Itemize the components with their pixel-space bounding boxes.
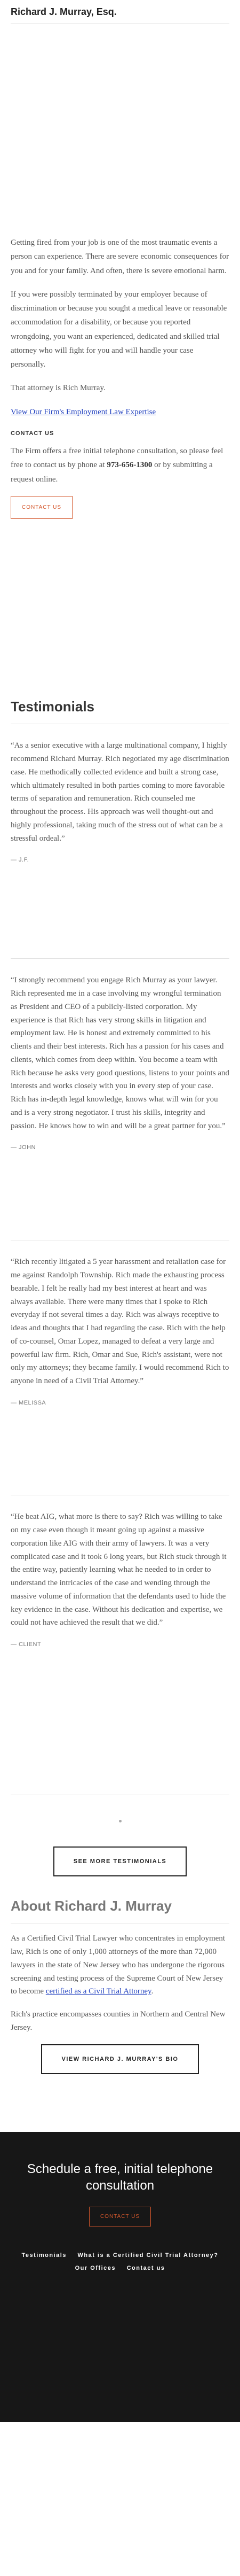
about-paragraph-1: As a Certified Civil Trial Lawyer who concentrates in employment law, Rich is one of only 1,000 attorneys of the more than 72,000 lawyers in the state of New Jersey who has undergone the rigorous screening and testing process of the Supreme Court of New Jersey to become certified as a Civil Trial Attorney. xyxy=(11,1934,225,1996)
testimonials-title: Testimonials xyxy=(11,699,95,715)
contact-kicker: CONTACT US xyxy=(11,430,54,437)
contact-us-button[interactable]: CONTACT US xyxy=(11,496,73,519)
footer-link-our-offices[interactable]: Our Offices xyxy=(75,2265,116,2272)
testimonial-item xyxy=(0,1240,240,1495)
footer-contact-us-button[interactable]: CONTACT US xyxy=(89,2207,151,2226)
carousel-dot[interactable] xyxy=(119,1820,122,1822)
hero-area xyxy=(0,24,240,236)
testimonial-item xyxy=(0,1495,240,1795)
see-more-testimonials-button[interactable]: SEE MORE TESTIMONIALS xyxy=(53,1846,187,1876)
testimonial-item xyxy=(0,959,240,1240)
footer-link-contact-us[interactable]: Contact us xyxy=(126,2265,165,2272)
view-bio-button[interactable]: VIEW RICHARD J. MURRAY'S BIO xyxy=(41,2044,198,2074)
employment-law-expertise-link[interactable]: View Our Firm's Employment Law Expertise xyxy=(11,407,156,416)
footer-link-certified-civil-trial-attorney[interactable]: What is a Certified Civil Trial Attorney? xyxy=(77,2252,219,2259)
site-footer xyxy=(0,2132,240,2422)
footer-link-testimonials[interactable]: Testimonials xyxy=(21,2252,67,2259)
about-paragraph-2: Rich's practice encompasses counties in Northern and Central New Jersey. xyxy=(11,2010,226,2032)
carousel-dots xyxy=(0,1795,240,1846)
intro-paragraph-1: Getting fired from your job is one of the most traumatic events a person can experience. There are severe economic consequences for you and for your family. And often, there is severe emotional harm. xyxy=(11,238,229,275)
intro-section xyxy=(0,236,240,519)
about-title: About Richard J. Murray xyxy=(11,1898,172,1914)
testimonial-author: — CLIENT xyxy=(11,1641,42,1648)
intro-paragraph-2: If you were possibly terminated by your employer because of discrimination or because you sought a medical leave or reasonable accommodation for a disability, or because you reported wrongdoing, you want an experienced, dedicated and skilled trial attorney who will fight for you and will handle your case personally. xyxy=(11,290,227,369)
testimonial-author: — MELISSA xyxy=(11,1399,46,1406)
intro-paragraph-3: That attorney is Rich Murray. xyxy=(11,384,106,393)
site-logo-link[interactable]: Richard J. Murray, Esq. xyxy=(11,6,117,17)
testimonial-quote: “He beat AIG, what more is there to say? Rich was willing to take on my case even though it meant going up against a massive corporation like AIG with their army of lawyers. It was a very complicated case and it took 6 long years, but Rich stuck through it the entire way, patiently learning what he needed to in order to understand the intricacies of the case and wending through the massive volume of information that the defendants used to hide the key evidence in the case. Without his dedication and expertise, we could not have achieved the result that we did.” xyxy=(11,1512,227,1627)
about-section xyxy=(0,1898,240,2074)
certified-civil-trial-attorney-link[interactable]: certified as a Civil Trial Attorney xyxy=(45,1987,151,1996)
testimonial-item xyxy=(0,724,240,958)
testimonial-quote: “As a senior executive with a large multinational company, I highly recommend Richard Murray. Rich negotiated my age discrimination case. He methodically collected evidence and built a strong case, which ultimately resulted in both parties coming to more favorable terms of separation and remuneration. Rich counseled me throughout the process. His approach was well thought-out and highly professional, taking much of the stress out of what can be a stressful ordeal.” xyxy=(11,741,229,843)
testimonial-author: — JOHN xyxy=(11,1144,36,1151)
site-header xyxy=(0,0,240,24)
phone-number[interactable]: 973-656-1300 xyxy=(107,461,153,470)
testimonial-quote: “I strongly recommend you engage Rich Murray as your lawyer. Rich represented me in a case involving my wrongful termination as President and CEO of a publicly-listed corporation. My experience is that Rich has very strong skills in litigation and employment law. He is honest and extremely committed to his clients and their best interests. Rich has a passion for his cases and clients, which comes from deep within. You become a team with Rich because he asks very good questions, listens to your points and interests and works closely with you in every step of your case. Rich has in-depth legal knowledge, knows what will win for you and is a very strong negotiator. I trust his skills, integrity and passion. He knows how to win and will be a great partner for you.” xyxy=(11,976,229,1130)
footer-nav xyxy=(11,2249,229,2275)
testimonial-quote: “Rich recently litigated a 5 year harassment and retaliation case for me against Randolph Township. Rich made the exhausting process bearable. I felt he really had my best interest at heart and was always available. There were many times that I spoke to Rich everyday if not several times a day. Rich was always receptive to ideas and thoughts that I had regarding the case. Rich with the help of co-counsel, Omar Lopez, managed to defeat a very large and powerful law firm. Rich, Omar and Sue, Rich's assistant, were not only my attorneys; they became family. I would recommend Rich to anyone in need of a Civil Trial Attorney.” xyxy=(11,1258,229,1385)
testimonial-author: — J.F. xyxy=(11,857,29,864)
contact-paragraph: The Firm offers a free initial telephone consultation, so please feel free to contact us by phone at 973-656-1300 or by submitting a request online. xyxy=(11,447,223,484)
section-spacer xyxy=(0,519,240,699)
footer-headline: Schedule a free, initial telephone consultation xyxy=(27,2161,213,2193)
